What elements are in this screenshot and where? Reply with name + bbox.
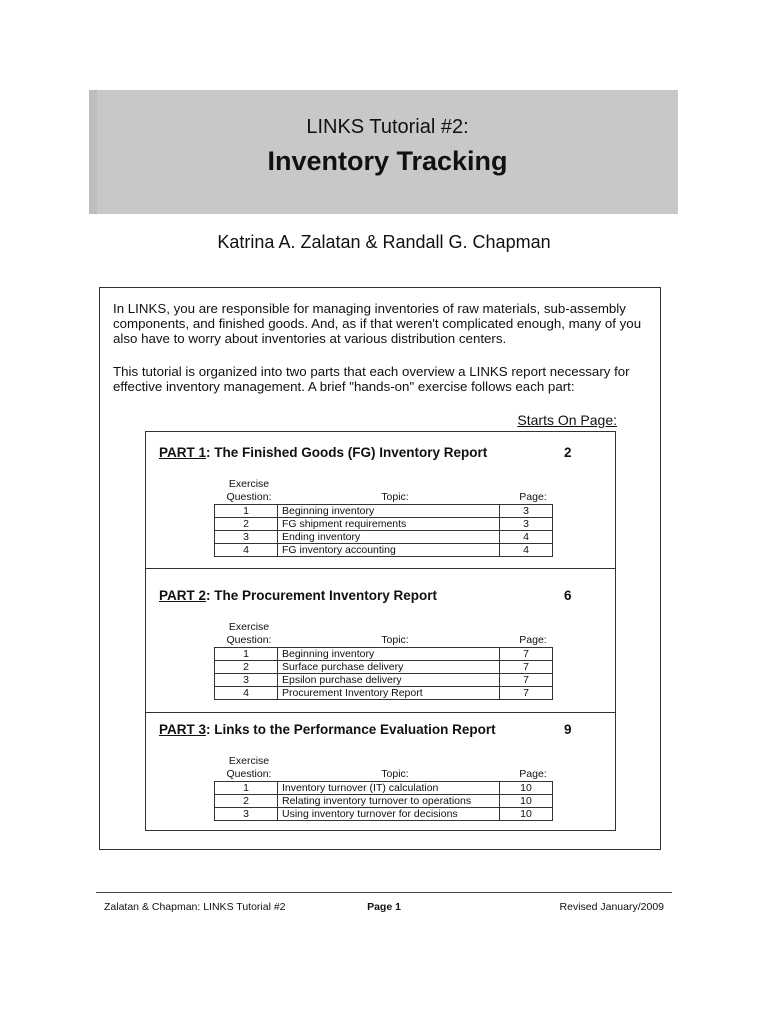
part-3-exercise-header [214,755,284,781]
part-2-topic-header: Topic: [381,634,409,646]
part-1-label: PART 1 [159,445,207,460]
question-number: 1 [215,648,278,661]
table-row [215,687,553,700]
table-row [215,808,553,821]
topic-cell: Inventory turnover (IT) calculation [278,782,500,795]
page-cell: 10 [500,808,553,821]
question-number: 4 [215,687,278,700]
part-2-title [159,588,437,603]
part-1-title [159,445,487,460]
topic-cell: Relating inventory turnover to operations [278,795,500,808]
part-2-label: PART 2 [159,588,207,603]
table-row [215,674,553,687]
page-cell: 7 [500,674,553,687]
topic-cell: FG shipment requirements [278,518,500,531]
part-2-exercise-header [214,621,284,647]
page-cell: 7 [500,687,553,700]
question-number: 2 [215,518,278,531]
part-3-start-page: 9 [564,722,572,737]
part-1-heading: : The Finished Goods (FG) Inventory Report [206,445,488,460]
table-row [215,531,553,544]
page-cell: 3 [500,505,553,518]
footer-divider [96,892,672,893]
intro-paragraph-2: This tutorial is organized into two parts that each overview a LINKS report necessary for effective inventory management. A brief "hands-on" exercise follows each part: [113,364,630,394]
topic-cell: Using inventory turnover for decisions [278,808,500,821]
part-3-label: PART 3 [159,722,207,737]
question-number: 3 [215,808,278,821]
page-cell: 3 [500,518,553,531]
authors: Katrina A. Zalatan & Randall G. Chapman [217,232,551,252]
question-number: 4 [215,544,278,557]
topic-cell: Epsilon purchase delivery [278,674,500,687]
question-number: 2 [215,795,278,808]
page-cell: 4 [500,531,553,544]
exercise-label: Exercise [228,755,270,767]
question-label: Question: [226,634,272,646]
part-3-title [159,722,496,737]
question-label: Question: [226,491,272,503]
part-1-exercise-table [214,504,553,557]
exercise-label: Exercise [228,621,270,633]
starts-on-page-label: Starts On Page: [517,412,617,428]
exercise-label: Exercise [228,478,270,490]
part-2-page-header: Page: [519,634,547,646]
page-cell: 10 [500,782,553,795]
topic-cell: Beginning inventory [278,505,500,518]
question-number: 1 [215,782,278,795]
part-3-exercise-table [214,781,553,821]
footer-revision: Revised January/2009 [559,901,664,913]
part-3-page-header: Page: [519,768,547,780]
part-1-section [146,432,615,568]
title-band [89,90,678,214]
table-row [215,518,553,531]
question-number: 1 [215,505,278,518]
part-3-topic-header: Topic: [381,768,409,780]
footer-left: Zalatan & Chapman: LINKS Tutorial #2 [104,901,286,913]
table-row [215,795,553,808]
question-label: Question: [226,768,272,780]
topic-cell: Ending inventory [278,531,500,544]
part-1-exercise-header [214,478,284,504]
page-cell: 7 [500,661,553,674]
part-3-heading: : Links to the Performance Evaluation Report [206,722,496,737]
part-1-topic-header: Topic: [381,491,409,503]
document-title: Inventory Tracking [267,146,508,176]
page-cell: 10 [500,795,553,808]
part-1-start-page: 2 [564,445,572,460]
page-number: Page 1 [367,901,401,913]
overview-box [99,287,661,850]
part-1-page-header: Page: [519,491,547,503]
intro-paragraph-1: In LINKS, you are responsible for managing inventories of raw materials, sub-assembly components, and finished goods. And, as if that weren't complicated enough, many of you also have to worry about inventories at various distribution centers. [113,301,642,346]
part-2-start-page: 6 [564,588,572,603]
page-cell: 4 [500,544,553,557]
page-cell: 7 [500,648,553,661]
table-row [215,661,553,674]
topic-cell: Procurement Inventory Report [278,687,500,700]
part-2-section [146,568,615,713]
part-2-heading: : The Procurement Inventory Report [206,588,438,603]
part-2-exercise-table [214,647,553,700]
table-row [215,544,553,557]
table-row [215,782,553,795]
topic-cell: FG inventory accounting [278,544,500,557]
question-number: 3 [215,531,278,544]
topic-cell: Surface purchase delivery [278,661,500,674]
parts-box [145,431,616,831]
question-number: 3 [215,674,278,687]
question-number: 2 [215,661,278,674]
topic-cell: Beginning inventory [278,648,500,661]
tutorial-label: LINKS Tutorial #2: [306,116,469,138]
part-3-section [146,712,615,831]
table-row [215,505,553,518]
table-row [215,648,553,661]
